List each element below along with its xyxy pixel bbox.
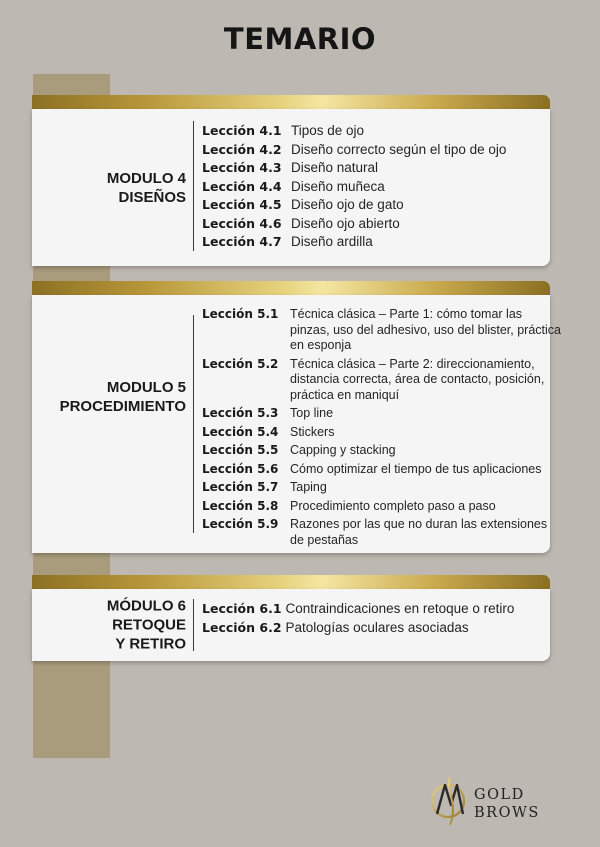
lesson-title: Capping y stacking — [290, 443, 396, 457]
module-6-divider — [193, 599, 194, 651]
module-4-panel — [32, 109, 550, 266]
lesson-title: Diseño ojo de gato — [291, 197, 404, 212]
module-6-lessons — [202, 599, 514, 637]
lesson-title: Diseño correcto según el tipo de ojo — [291, 141, 507, 157]
lesson-title: Técnica clásica – Parte 1: cómo tomar las pinzas, uso del adhesivo, uso del blister, práctica en esponja — [290, 307, 561, 352]
lesson-item — [202, 618, 514, 637]
gold-brows-monogram-icon — [428, 773, 472, 833]
lesson-label: Lección 4.7 — [202, 234, 282, 249]
lesson-item — [202, 357, 562, 404]
lesson-title: Procedimiento completo paso a paso — [290, 498, 496, 513]
lesson-item — [202, 599, 514, 618]
lesson-item — [202, 196, 541, 215]
lesson-item — [202, 517, 562, 548]
lesson-title: Tipos de ojo — [291, 123, 365, 138]
module-5-panel — [32, 295, 561, 553]
lesson-item — [202, 499, 562, 515]
module-6-subtitle: RETOQUE — [112, 616, 186, 634]
module-4-divider — [193, 121, 194, 251]
lesson-label: Lección 5.6 — [202, 461, 279, 476]
module-5-title: MODULO 5 — [106, 379, 186, 396]
module-6-subtitle-2: Y RETIRO — [115, 635, 186, 653]
lesson-item — [202, 141, 541, 160]
lesson-label: Lección 5.7 — [202, 480, 279, 494]
page-title: TEMARIO — [223, 22, 377, 56]
lesson-item — [202, 159, 541, 178]
lesson-title: Top line — [290, 406, 334, 420]
lesson-title: Diseño ojo abierto — [291, 215, 400, 231]
lesson-title: Técnica clásica – Parte 2: direccionamiento, distancia correcta, área de contacto, posición, práctica en maniquí — [290, 356, 545, 402]
lesson-title: Diseño natural — [291, 160, 379, 175]
lesson-title: Contraindicaciones en retoque o retiro — [285, 601, 515, 616]
lesson-title: Diseño ardilla — [291, 234, 373, 249]
module-5-subtitle: PROCEDIMIENTO — [59, 398, 186, 415]
lesson-item — [202, 178, 541, 197]
module-5-heading — [32, 378, 186, 416]
lesson-label: Lección 5.5 — [202, 443, 279, 457]
module-6-title: MÓDULO 6 — [106, 597, 186, 615]
logo-text-line2: BROWS — [474, 805, 540, 821]
lesson-item — [202, 215, 541, 234]
lesson-item — [202, 443, 562, 459]
gold-brows-logo — [428, 773, 558, 833]
module-4-subtitle: DISEÑOS — [118, 189, 186, 206]
lesson-title: Razones por las que no duran las extensiones de pestañas — [290, 517, 548, 547]
lesson-label: Lección 4.3 — [202, 160, 282, 175]
module-6-panel — [32, 589, 550, 661]
lesson-label: Lección 6.1 — [202, 601, 282, 616]
lesson-label: Lección 4.1 — [202, 123, 282, 138]
lesson-label: Lección 5.8 — [202, 498, 279, 513]
lesson-label: Lección 4.6 — [202, 215, 282, 231]
gold-band — [32, 281, 550, 295]
lesson-item — [202, 425, 562, 441]
module-5-lessons — [202, 307, 562, 551]
logo-text-line1: GOLD — [474, 787, 525, 803]
lesson-label: Lección 5.1 — [202, 307, 279, 321]
module-4-heading — [32, 169, 186, 207]
lesson-label: Lección 5.9 — [202, 517, 279, 531]
lesson-label: Lección 4.2 — [202, 141, 282, 157]
lesson-label: Lección 4.4 — [202, 178, 282, 194]
module-4-title: MODULO 4 — [106, 170, 186, 187]
lesson-item — [202, 233, 541, 252]
lesson-title: Taping — [290, 480, 327, 494]
module-6-card — [32, 575, 550, 661]
lesson-title: Patologías oculares asociadas — [285, 620, 469, 635]
module-4-lessons — [202, 122, 541, 252]
gold-band — [32, 575, 550, 589]
gold-band — [32, 95, 550, 109]
lesson-label: Lección 5.4 — [202, 424, 279, 439]
lesson-item — [202, 122, 541, 141]
module-5-divider — [193, 315, 194, 533]
lesson-item — [202, 480, 562, 496]
lesson-title: Diseño muñeca — [291, 178, 385, 194]
lesson-item — [202, 307, 562, 354]
lesson-title: Cómo optimizar el tiempo de tus aplicaciones — [290, 461, 542, 476]
lesson-label: Lección 4.5 — [202, 197, 282, 212]
module-5-card — [32, 281, 561, 553]
lesson-label: Lección 5.3 — [202, 406, 279, 420]
lesson-item — [202, 406, 562, 422]
lesson-title: Stickers — [290, 424, 335, 439]
lesson-label: Lección 6.2 — [202, 620, 282, 635]
module-4-card — [32, 95, 550, 266]
lesson-item — [202, 462, 562, 478]
lesson-label: Lección 5.2 — [202, 356, 279, 371]
module-6-heading — [32, 597, 186, 654]
